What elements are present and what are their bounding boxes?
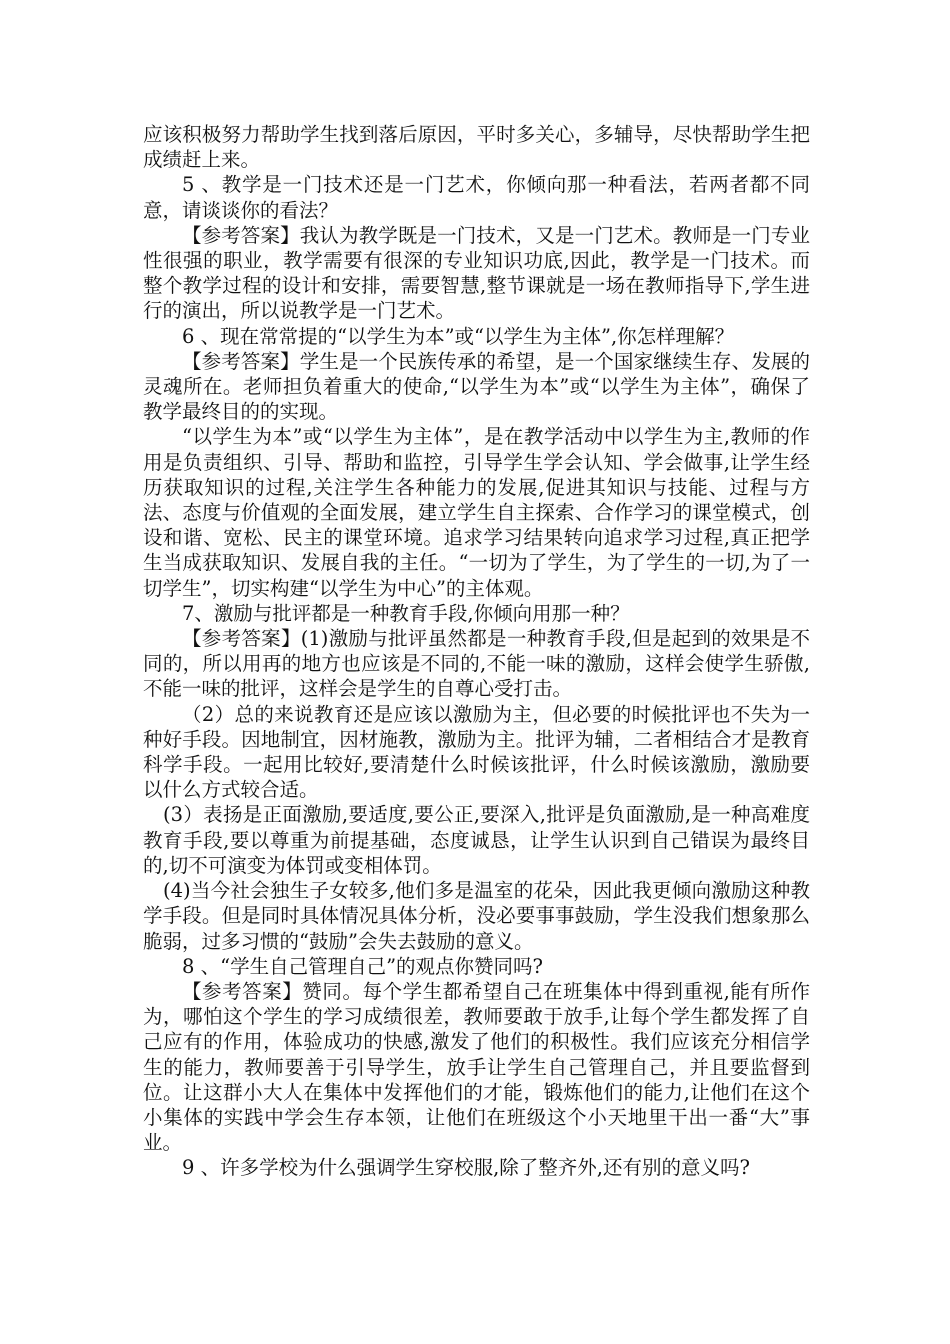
answer-7-point-4: (4)当今社会独生子女较多,他们多是温室的花朵，因此我更倾向激励这种教学手段。但是同时具体情况具体分析，没必要事事鼓励，学生没我们想象那么脆弱，过多习惯的“鼓励”会失去鼓励的意义。 [143, 879, 810, 953]
paragraph-continuation: 应该积极努力帮助学生找到落后原因，平时多关心，多辅导，尽快帮助学生把成绩赶上来。 [143, 123, 810, 172]
question-5: 5 、教学是一门技术还是一门艺术，你倾向那一种看法，若两者都不同意，请谈谈你的看法？ [143, 173, 810, 222]
answer-7-point-3: (3）表扬是正面激励,要适度,要公正,要深入,批评是负面激励,是一种高难度教育手段,要以尊重为前提基础，态度诚恳，让学生认识到自己错误为最终目的,切不可演变为体罚或变相体罚。 [143, 803, 810, 877]
answer-6-continued: “以学生为本”或“以学生为主体”，是在教学活动中以学生为主,教师的作用是负责组织、引导、帮助和监控，引导学生学会认知、学会做事,让学生经历获取知识的过程,关注学生各种能力的发展,促进其知识与技能、过程与方法、态度与价值观的全面发展，建立学生自主探索、合作学习的课堂模式，创设和谐、宽松、民主的课堂环境。追求学习结果转向追求学习过程,真正把学生当成获取知识、发展自我的主任。“一切为了学生，为了学生的一切,为了一切学生”，切实构建“以学生为中心”的主体观。 [143, 425, 810, 600]
answer-8: 【参考答案】赞同。每个学生都希望自己在班集体中得到重视,能有所作为，哪怕这个学生的学习成绩很差，教师要敢于放手,让每个学生都发挥了自己应有的作用，体验成功的快感,激发了他们的积极性。我们应该充分相信学生的能力，教师要善于引导学生，放手让学生自己管理自己，并且要监督到位。让这群小大人在集体中发挥他们的才能，锻炼他们的能力,让他们在这个小集体的实践中学会生存本领，让他们在班级这个小天地里干出一番“大”事业。 [143, 979, 810, 1155]
answer-6: 【参考答案】学生是一个民族传承的希望，是一个国家继续生存、发展的灵魂所在。老师担负着重大的使命,“以学生为本”或“以学生为主体”，确保了教学最终目的的实现。 [143, 349, 810, 424]
answer-7-point-1: 【参考答案】(1)激励与批评虽然都是一种教育手段,但是起到的效果是不同的，所以用再的地方也应该是不同的,不能一味的激励，这样会使学生骄傲,不能一味的批评，这样会是学生的自尊心受打击。 [143, 627, 810, 701]
answer-5: 【参考答案】我认为教学既是一门技术，又是一门艺术。教师是一门专业性很强的职业，教学需要有很深的专业知识功底,因此，教学是一门技术。而整个教学过程的设计和安排，需要智慧,整节课就是一场在教师指导下,学生进行的演出，所以说教学是一门艺术。 [143, 223, 810, 323]
question-6: 6 、现在常常提的“以学生为本”或“以学生为主体”,你怎样理解？ [182, 324, 735, 348]
answer-7-point-2: （2）总的来说教育还是应该以激励为主，但必要的时候批评也不失为一种好手段。因地制宜，因材施教，激励为主。批评为辅，二者相结合才是教育科学手段。一起用比较好,要清楚什么时候该批评，什么时候该激励，激励要以什么方式较合适。 [143, 702, 810, 802]
document-page [143, 122, 810, 1181]
question-8: 8 、“学生自己管理自己”的观点你赞同吗? [182, 954, 543, 978]
question-9: 9 、许多学校为什么强调学生穿校服,除了整齐外,还有别的意义吗? [182, 1156, 750, 1180]
question-7: 7、激励与批评都是一种教育手段,你倾向用那一种？ [182, 601, 630, 625]
